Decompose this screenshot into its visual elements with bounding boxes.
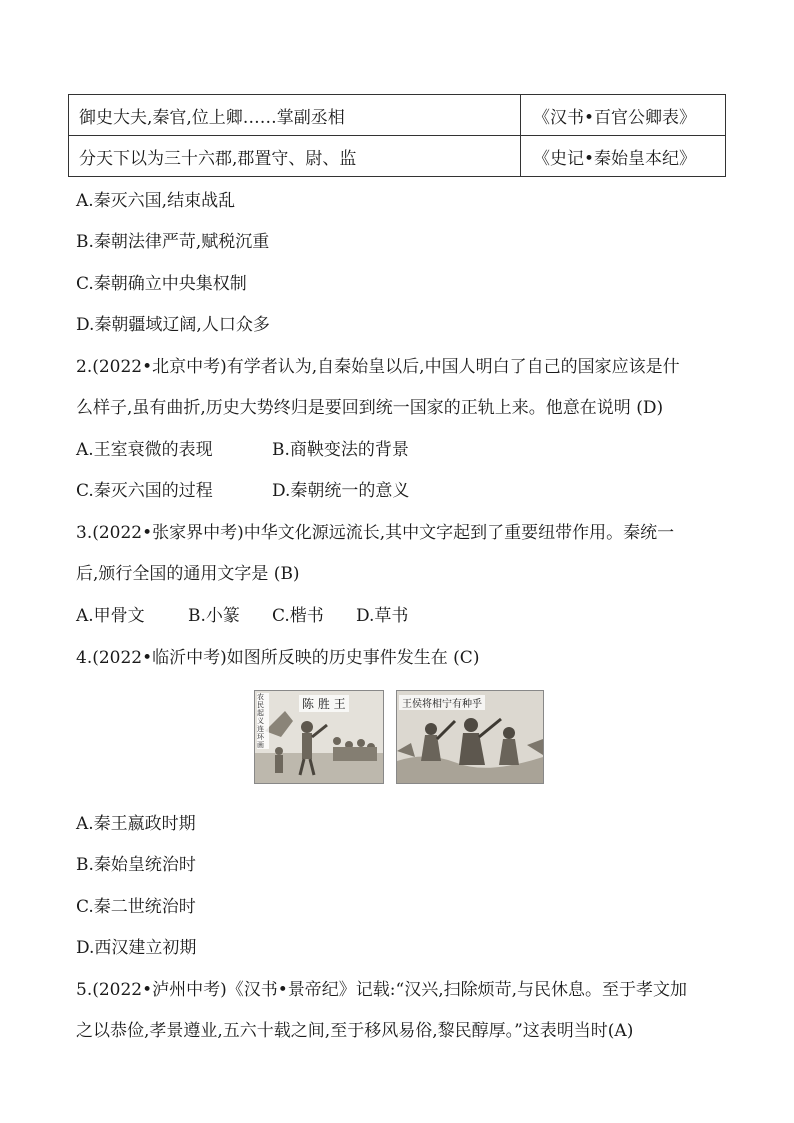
- image-side-label: 农民起义连环画: [257, 693, 269, 749]
- q3-stem-line1: 3.(2022•张家界中考)中华文化源远流长,其中文字起到了重要纽带作用。秦统一: [76, 523, 675, 543]
- source-table: [68, 94, 726, 177]
- table-row: [69, 95, 726, 136]
- q4-option-c: C.秦二世统治时: [76, 897, 196, 917]
- q4-option-d: D.西汉建立初期: [76, 938, 197, 958]
- q2-stem-line1: 2.(2022•北京中考)有学者认为,自秦始皇以后,中国人明白了自己的国家应该是什: [76, 357, 680, 377]
- q1-option-a: A.秦灭六国,结束战乱: [76, 191, 236, 211]
- q2-option-c: C.秦灭六国的过程: [76, 481, 213, 501]
- q3-option-d: D.草书: [356, 606, 409, 626]
- q2-option-d: D.秦朝统一的意义: [272, 481, 410, 501]
- uprising-illustration: [396, 690, 544, 784]
- q3-option-c: C.楷书: [272, 606, 324, 626]
- table-cell-text: 御史大夫,秦官,位上卿……掌副丞相: [69, 95, 521, 136]
- q2-option-b: B.商鞅变法的背景: [272, 440, 409, 460]
- image-caption-left: 陈 胜 王: [299, 695, 349, 712]
- q3-options-row: [76, 604, 408, 628]
- table-cell-source: 《史记•秦始皇本纪》: [521, 136, 726, 177]
- table-row: [69, 136, 726, 177]
- q3-stem-line2: 后,颁行全国的通用文字是 (B): [76, 564, 300, 584]
- q2-stem-line2: 么样子,虽有曲折,历史大势终归是要回到统一国家的正轨上来。他意在说明 (D): [76, 398, 664, 418]
- q4-figure: [254, 690, 544, 782]
- q4-stem: 4.(2022•临沂中考)如图所反映的历史事件发生在 (C): [76, 648, 480, 668]
- q3-option-a: A.甲骨文: [76, 606, 145, 626]
- q5-stem-line1: 5.(2022•泸州中考)《汉书•景帝纪》记载:“汉兴,扫除烦苛,与民休息。至于孝文加: [76, 980, 688, 1000]
- q3-option-b: B.小篆: [188, 606, 240, 626]
- q1-option-d: D.秦朝疆域辽阔,人口众多: [76, 315, 270, 335]
- q2-options-row1: [76, 438, 409, 462]
- q5-stem-line2: 之以恭俭,孝景遵业,五六十载之间,至于移风易俗,黎民醇厚。”这表明当时(A): [76, 1021, 634, 1041]
- chen-sheng-illustration: [254, 690, 384, 784]
- table-cell-source: 《汉书•百官公卿表》: [521, 95, 726, 136]
- q2-option-a: A.王室衰微的表现: [76, 440, 213, 460]
- image-caption-right: 王侯将相宁有种乎: [399, 695, 485, 710]
- q4-option-b: B.秦始皇统治时: [76, 855, 196, 875]
- q4-option-a: A.秦王嬴政时期: [76, 814, 196, 834]
- q1-option-b: B.秦朝法律严苛,赋税沉重: [76, 232, 270, 252]
- table-cell-text: 分天下以为三十六郡,郡置守、尉、监: [69, 136, 521, 177]
- q2-options-row2: [76, 479, 409, 503]
- q1-option-c: C.秦朝确立中央集权制: [76, 274, 247, 294]
